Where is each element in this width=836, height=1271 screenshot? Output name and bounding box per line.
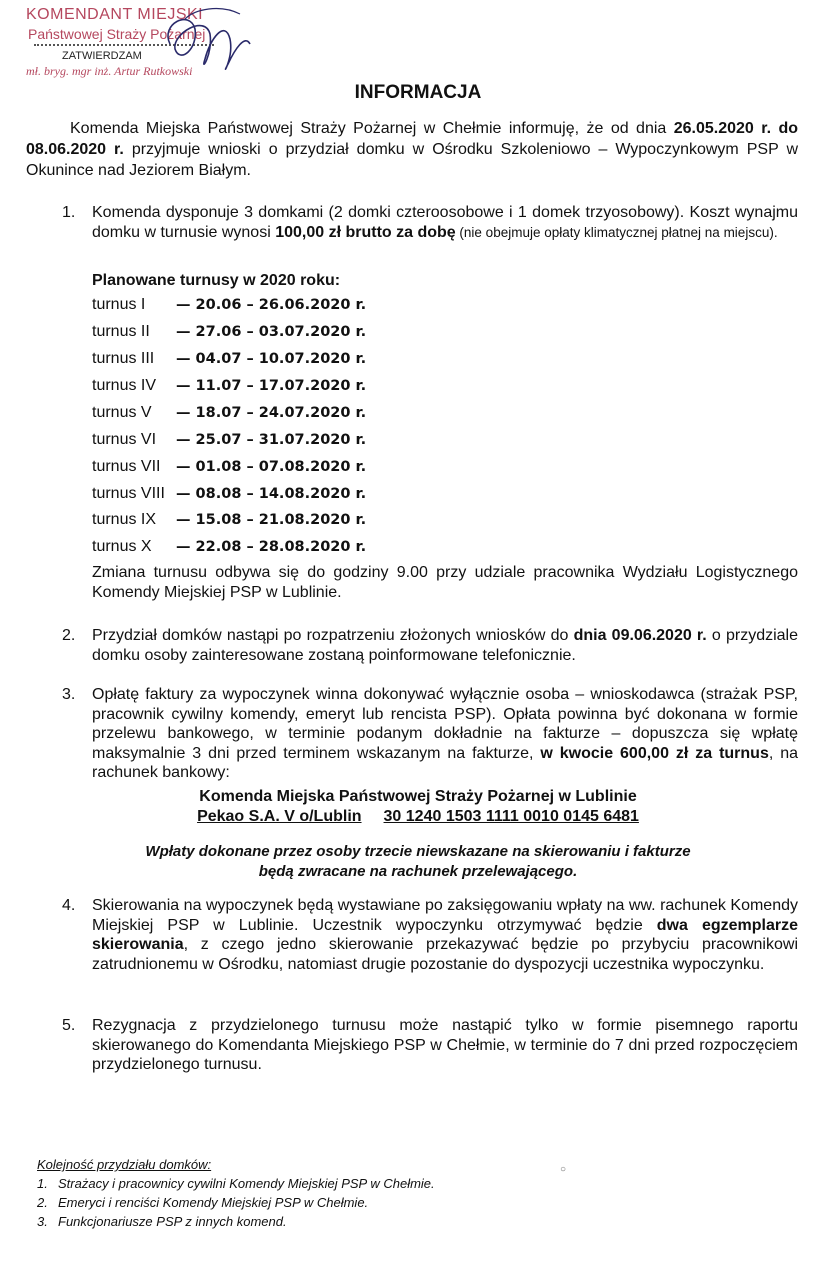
turnus-dates: — 15.08 – 21.08.2020 r. [176,512,367,528]
intro-text-2: przyjmuje wnioski o przydział domku w Ośrodku Szkoleniowo – Wypoczynkowym PSP w Okunince nad Jeziorem Białym. [26,141,798,179]
bank-account-line [0,808,836,826]
intro-dates: 26.05.2020 r. do 08.06.2020 r. [26,120,798,158]
bank-recipient: Komenda Miejska Państwowej Straży Pożarnej w Lublinie [199,788,637,805]
item-copies: dwa egzemplarze skierowania [92,916,798,953]
bank-name: Pekao S.A. V o/Lublin [197,808,362,825]
stamp-line-3: ZATWIERDZAM [62,50,142,62]
list-item [37,1212,435,1231]
item-price: 100,00 zł brutto za dobę [275,223,456,241]
turnus-name: turnus VIII [92,485,165,502]
item-text-2: o przydziale domku osoby zainteresowane zostaną poinformowane telefonicznie. [92,627,798,664]
stamp-line-4: mł. bryg. mgr inż. Artur Rutkowski [26,64,193,78]
handwritten-signature [150,4,260,84]
turnus-name: turnus III [92,350,155,367]
bank-account-number: 30 1240 1503 1111 0010 0145 6481 [383,808,639,825]
list-item [92,431,366,453]
footer-item-number: 2. [37,1195,48,1210]
turnus-dates: — 04.07 – 10.07.2020 r. [176,351,367,367]
list-item [92,323,366,345]
turnus-dates: — 22.08 – 28.08.2020 r. [176,539,367,555]
item-number: 5. [62,1017,76,1034]
item-number: 1. [62,204,76,221]
list-item-4 [62,896,798,974]
list-item [37,1193,435,1212]
notice-line-2: będą zwracane na rachunek przelewającego. [258,862,578,880]
list-item [92,404,366,426]
list-item-5 [62,1016,798,1075]
scan-mark: ○ [560,1164,567,1175]
stamp-line-1: KOMENDANT MIEJSKI [26,6,204,23]
list-item [92,511,366,533]
footer-item-text: Strażacy i pracownicy cywilni Komendy Miejskiej PSP w Chełmie. [58,1176,435,1191]
item-text: Skierowania na wypoczynek będą wystawiane po zaksięgowaniu wpłaty na ww. rachunek Komendy Miejskiej PSP w Lublinie. Uczestnik wypoczynku otrzymywać będzie [92,897,798,934]
item-number: 2. [62,627,76,644]
footer-item-text: Funkcjonariusze PSP z innych komend. [58,1214,287,1229]
footer-item-number: 3. [37,1214,48,1229]
approval-stamp [20,4,235,82]
item-text-2: , na rachunek bankowy: [92,744,799,781]
list-item [92,377,366,399]
turnus-dates: — 08.08 – 14.08.2020 r. [176,486,367,502]
payment-notice [0,842,836,881]
turnus-dates: — 25.07 – 31.07.2020 r. [176,432,367,448]
turnus-name: turnus VI [92,431,157,448]
turnus-dates: — 11.07 – 17.07.2020 r. [176,378,367,394]
list-item [92,458,366,480]
turnus-name: turnus V [92,404,152,421]
item-note: (nie obejmuje opłaty klimatycznej płatnej na miejscu). [455,224,778,240]
footer-item-number: 1. [37,1176,48,1191]
turnus-name: turnus I [92,296,146,313]
item-text-2: , z czego jedno skierowanie przekazywać będzie po przybyciu pracownikowi zatrudnionemu w Ośrodku, natomiast drugie pozostanie do dyspozycji uczestnika wypoczynku. [92,936,798,973]
change-note: Zmiana turnusu odbywa się do godziny 9.00 przy udziale pracownika Wydziału Logistycznego Komendy Miejskiej PSP w Lublinie. [92,564,798,601]
item-text: Opłatę faktury za wypoczynek winna dokonywać wyłącznie osoba – wnioskodawca (strażak PSP, pracownik cywilny komendy, emeryt lub rencista PSP). Opłata powinna być dokonana w formie przelewu bankowego, w terminie podanym dokładnie na fakturze – dopuszcza się wpłatę maksymalnie 3 dni przed terminem wskazanym na fakturze, [92,686,798,762]
list-item-1 [62,203,798,242]
turnus-name: turnus IV [92,377,157,394]
list-item [37,1174,435,1193]
list-item [92,296,366,318]
turnus-name: turnus IX [92,511,157,528]
item-number: 3. [62,686,76,703]
list-item-2 [62,626,798,665]
intro-paragraph [26,118,798,181]
turnus-dates: — 18.07 – 24.07.2020 r. [176,405,367,421]
item-amount: w kwocie 600,00 zł za turnus [540,744,769,762]
turnus-name: turnus VII [92,458,161,475]
notice-line-1: Wpłaty dokonane przez osoby trzecie niewskazane na skierowaniu i fakturze [145,843,691,860]
item-text: Przydział domków nastąpi po rozpatrzeniu złożonych wniosków do [92,627,574,644]
document-title: INFORMACJA [354,82,482,103]
list-item-3 [62,685,799,783]
item-text: Rezygnacja z przydzielonego turnusu może nastąpić tylko w formie pisemnego raportu skierowanego do Komendanta Miejskiego PSP w Chełmie, w terminie do 7 dni przed rozpoczęciem przydzielonego turnusu. [92,1017,798,1073]
turnus-dates: — 20.06 – 26.06.2020 r. [176,297,367,313]
stamp-line-2: Państwowej Straży Pożarnej [28,26,206,42]
footer-item-text: Emeryci i renciści Komendy Miejskiej PSP w Chełmie. [58,1195,369,1210]
item-text: Komenda dysponuje 3 domkami (2 domki czteroosobowe i 1 domek trzyosobowy). Koszt wynajmu domku w turnusie wynosi [92,204,798,241]
turnus-name: turnus II [92,323,150,340]
item-number: 4. [62,897,76,914]
list-item [92,485,366,507]
item-deadline: dnia 09.06.2020 r. [573,627,707,644]
intro-text: Komenda Miejska Państwowej Straży Pożarnej w Chełmie informuję, że od dnia [70,120,674,137]
footer-heading: Kolejność przydziału domków: [37,1157,212,1172]
turnus-name: turnus X [92,538,152,555]
turnus-dates: — 01.08 – 07.08.2020 r. [176,459,367,475]
turnus-dates: — 27.06 – 03.07.2020 r. [176,324,367,340]
footer-priority-list [37,1155,435,1231]
list-item [92,538,366,560]
schedule-heading: Planowane turnusy w 2020 roku: [92,272,341,289]
list-item [92,350,366,372]
